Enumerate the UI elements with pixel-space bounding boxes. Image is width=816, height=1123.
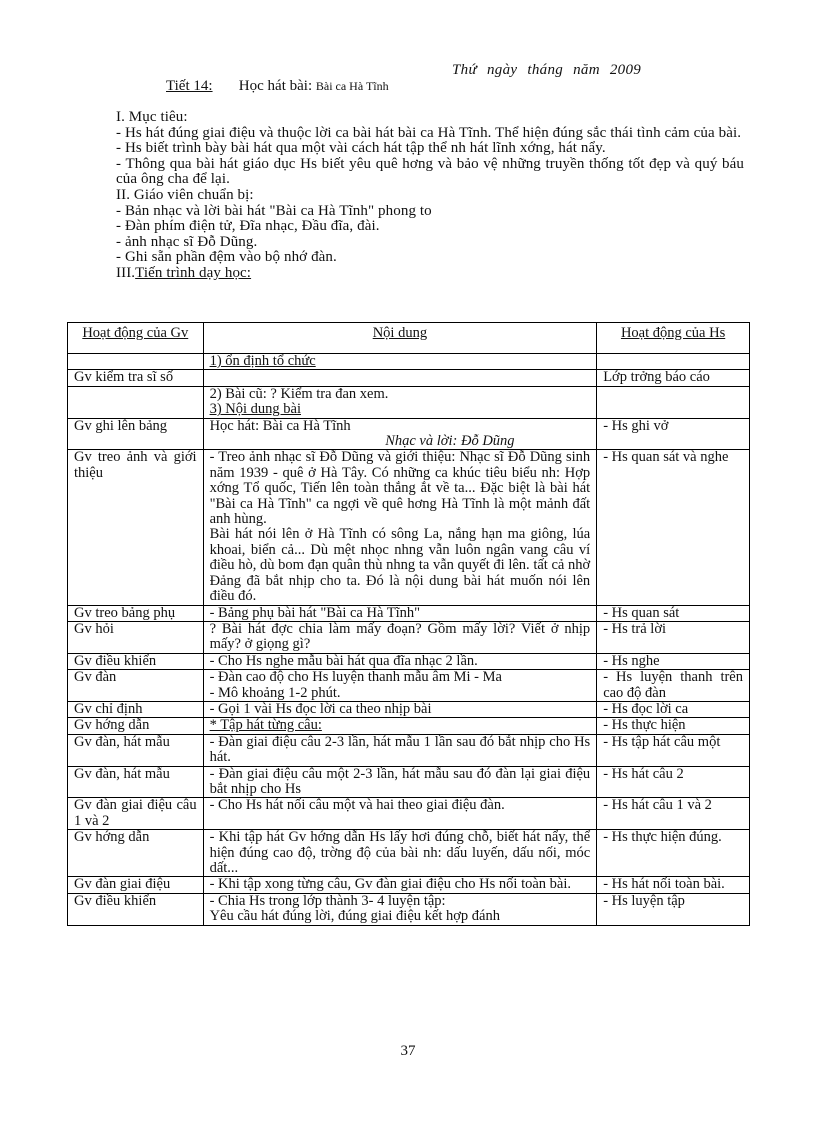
cell-gv-activity: Gv treo bảng phụ [68,605,204,621]
content-line: Học hát: Bài ca Hà Tĩnh [209,417,351,434]
intro-line: - Đàn phím điện tử, Đĩa nhạc, Đầu đĩa, đài. [116,218,380,235]
content-line: - Mô khoảng 1-2 phút. [209,684,341,701]
table-row [68,877,750,893]
cell-hs-activity: Lớp trởng báo cáo [597,370,750,386]
table-row [68,621,750,653]
cell-gv-activity [68,386,204,418]
content-line: - Cho Hs hát nối câu một và hai theo giai điệu đàn. [209,797,505,814]
cell-content [203,370,597,386]
table-row [68,370,750,386]
cell-content [203,670,597,702]
cell-content [203,418,597,450]
cell-hs-activity: - Hs nghe [597,653,750,669]
content-line: Nhạc và lời: Đỗ Dũng [385,433,515,450]
cell-hs-activity [597,354,750,370]
table-body [68,354,750,926]
cell-hs-activity: - Hs thực hiện [597,718,750,734]
cell-gv-activity [68,354,204,370]
content-line: ? Bài hát đợc chia làm mấy đoạn? Gồm mấy lời? Viết ở nhịp mấy? ở giọng gì? [209,620,591,653]
content-line: - Đàn giai điệu câu một 2-3 lần, hát mẫu sau đó đàn lại giai điệu bắt nhịp cho Hs [209,765,591,797]
cell-hs-activity: - Hs hát câu 2 [597,766,750,798]
cell-hs-activity: - Hs luyện tập [597,893,750,925]
date-line: Thứ ngày tháng năm 2009 [452,62,642,78]
cell-gv-activity: Gv treo ảnh và giới thiệu [68,450,204,605]
cell-content [203,734,597,766]
cell-gv-activity: Gv hớng dẫn [68,830,204,877]
cell-gv-activity: Gv điều khiển [68,893,204,925]
table-row [68,701,750,717]
cell-gv-activity: Gv đàn giai điệu câu 1 và 2 [68,798,204,830]
content-line: - Khi tập xong từng câu, Gv đàn giai điệu cho Hs nối toàn bài. [209,876,572,893]
cell-gv-activity: Gv chỉ định [68,701,204,717]
intro-section [116,110,744,282]
lesson-plan-table [67,322,750,926]
cell-hs-activity: - Hs ghi vở [597,418,750,450]
intro-line: - ảnh nhạc sĩ Đỗ Dũng. [116,233,258,250]
cell-gv-activity: Gv đàn, hát mẫu [68,734,204,766]
table-row [68,830,750,877]
cell-content [203,718,597,734]
content-line: * Tập hát từng câu: [209,717,322,734]
cell-content [203,877,597,893]
intro-line: - Bản nhạc và lời bài hát "Bài ca Hà Tĩnh" phong to [116,202,432,219]
header-hs: Hoạt động của Hs [597,323,750,354]
section-3-title: Tiến trình dạy học: [135,264,252,281]
content-line: - Đàn giai điệu câu 2-3 lần, hát mẫu 1 lần sau đó bắt nhịp cho Hs hát. [209,733,591,766]
content-line [210,370,591,385]
intro-line: - Ghi sẵn phần đệm vào bộ nhớ đàn. [116,249,337,266]
cell-hs-activity: - Hs hát câu 1 và 2 [597,798,750,830]
content-line: 2) Bài cũ: ? Kiểm tra đan xem. [209,385,389,402]
content-line: Yêu cầu hát đúng lời, đúng giai điệu kết hợp đánh [209,908,500,925]
cell-content [203,701,597,717]
cell-content [203,798,597,830]
section-3-prefix: III. [116,264,136,281]
content-line: - Treo ảnh nhạc sĩ Đỗ Dũng và giới thiệu: Nhạc sĩ Đỗ Dũng sinh năm 1939 - quê ở Hà Tây. Có những ca khúc tiêu biểu nh: Hợp xớng Tổ quốc, Tiến lên toàn thắng ắt về ta... Đặc biệt là bài hát "Bài ca Hà Tĩnh" ca ngợi về quê hơng Hà Tĩnh là một mảnh đất anh hùng. [209,449,591,528]
content-line: - Cho Hs nghe mẫu bài hát qua đĩa nhạc 2 lần. [209,652,478,669]
table-row [68,418,750,450]
cell-content [203,605,597,621]
cell-hs-activity: - Hs luyện thanh trên cao độ đàn [597,670,750,702]
header-gv: Hoạt động của Gv [68,323,204,354]
table-row [68,718,750,734]
section-3-heading [116,266,744,282]
table-row [68,893,750,925]
content-line: - Bảng phụ bài hát "Bài ca Hà Tĩnh" [209,604,421,621]
header-content: Nội dung [203,323,597,354]
cell-hs-activity: - Hs thực hiện đúng. [597,830,750,877]
cell-gv-activity: Gv đàn, hát mẫu [68,766,204,798]
lesson-title: Học hát bài: [238,78,313,94]
table-header-row [68,323,750,354]
cell-content [203,893,597,925]
content-line: 3) Nội dung bài [209,401,301,418]
cell-gv-activity: Gv đàn giai điệu [68,877,204,893]
cell-gv-activity: Gv hớng dẫn [68,718,204,734]
cell-content [203,653,597,669]
table-row [68,653,750,669]
cell-content [203,450,597,605]
content-line: Bài hát nói lên ở Hà Tĩnh có sông La, nắng hạn ma giông, lúa khoai, biển cả... Dù mệt nhọc nhng vẫn luôn ngân vang câu ví điều hò, dù bom đạn quân thù nhng ta vẫn quyết đi lên. tất cả nhờ Đảng đã bắt nhịp cho ta. Đó là nội dung bài hát muốn nói lên điều đó. [209,526,591,605]
cell-gv-activity: Gv kiểm tra sĩ số [68,370,204,386]
cell-content [203,386,597,418]
page-number: 37 [400,1043,416,1059]
cell-gv-activity: Gv ghi lên bảng [68,418,204,450]
table-row [68,450,750,605]
cell-hs-activity: - Hs quan sát và nghe [597,450,750,605]
intro-line: - Thông qua bài hát giáo dục Hs biết yêu quê hơng và bảo vệ những truyền thống tốt đẹp và quý báu của ông cha để lại. [116,155,744,188]
table-row [68,734,750,766]
table-row [68,670,750,702]
table-row [68,605,750,621]
cell-hs-activity: - Hs trả lời [597,621,750,653]
cell-gv-activity: Gv đàn [68,670,204,702]
cell-hs-activity: - Hs hát nối toàn bài. [597,877,750,893]
table-row [68,386,750,418]
cell-hs-activity: - Hs quan sát [597,605,750,621]
lesson-label: Tiết 14: [166,78,213,94]
lesson-heading [166,78,389,95]
cell-content [203,354,597,370]
content-line: 1) ổn định tổ chức [209,353,316,369]
cell-gv-activity: Gv điều khiển [68,653,204,669]
table-row [68,798,750,830]
cell-hs-activity: - Hs đọc lời ca [597,701,750,717]
content-line: - Chia Hs trong lớp thành 3- 4 luyện tập: [209,892,446,909]
cell-hs-activity [597,386,750,418]
content-line: - Gọi 1 vài Hs đọc lời ca theo nhịp bài [209,700,432,717]
cell-content [203,766,597,798]
cell-hs-activity: - Hs tập hát câu một [597,734,750,766]
intro-line: - Hs biết trình bày bài hát qua một vài cách hát tập thể nh hát lĩnh xớng, hát nẩy. [116,140,606,157]
table-row [68,354,750,370]
table-row [68,766,750,798]
content-line: - Đàn cao độ cho Hs luyện thanh mẫu âm Mi - Ma [209,669,502,686]
intro-line: - Hs hát đúng giai điệu và thuộc lời ca bài hát bài ca Hà Tĩnh. Thể hiện đúng sắc thái tình cảm của bài. [116,124,742,141]
cell-content [203,830,597,877]
intro-line: I. Mục tiêu: [116,109,188,125]
cell-content [203,621,597,653]
intro-line: II. Giáo viên chuẩn bị: [116,186,254,203]
content-line: - Khi tập hát Gv hớng dẫn Hs lấy hơi đúng chỗ, biết hát nẩy, thể hiện đúng cao độ, trờng độ của bài nh: dấu luyến, dấu nối, móc dất... [209,829,591,876]
cell-gv-activity: Gv hỏi [68,621,204,653]
lesson-song: Bài ca Hà Tĩnh [315,79,389,93]
